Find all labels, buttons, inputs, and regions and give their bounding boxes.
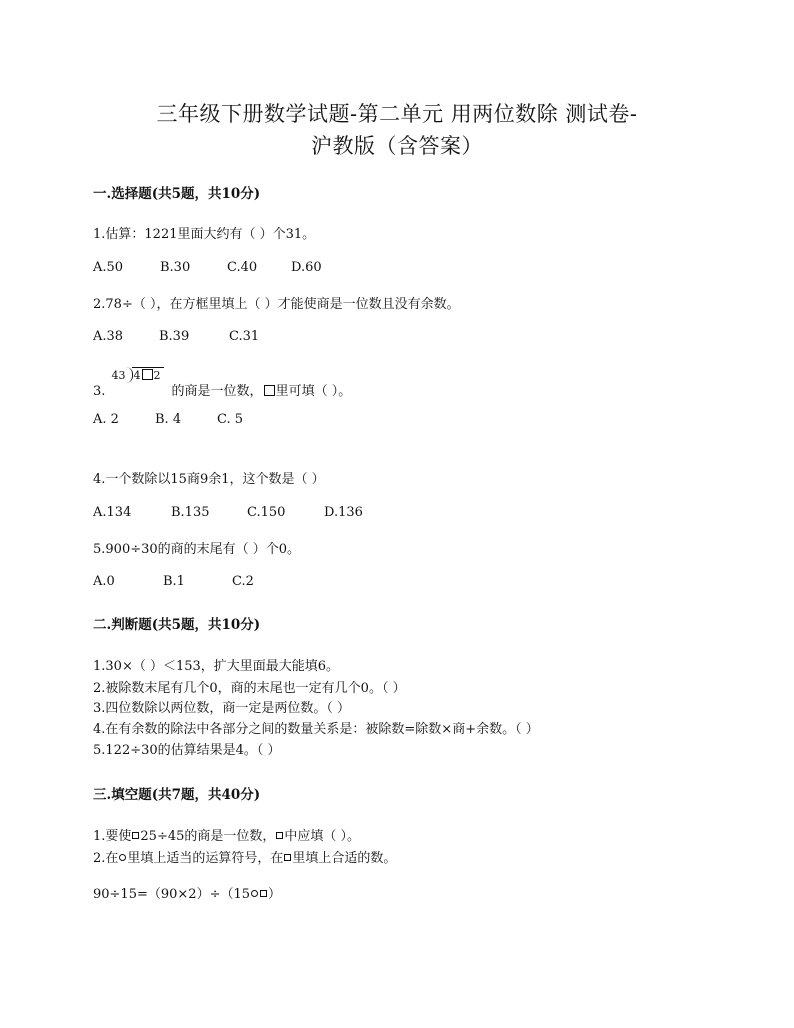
q3-suffix-b: 里可填（ ）。 — [275, 384, 352, 399]
section3-heading: 三.填空题(共7题，共40分) — [93, 787, 261, 803]
option: B.39 — [159, 329, 190, 344]
option: A. 2 — [93, 412, 119, 427]
equation-b: ） — [268, 887, 282, 902]
q5-text: 5.900÷30的商的末尾有（ ）个0。 — [93, 542, 301, 557]
q3-options — [93, 412, 243, 427]
fill-q2-a: 2.在 — [93, 851, 119, 866]
option: B.135 — [171, 505, 210, 520]
fill-q1-a: 1.要使 — [93, 829, 132, 844]
option: A.38 — [93, 329, 124, 344]
judge-item: 2.被除数末尾有几个0，商的末尾也一定有几个0。（ ） — [93, 681, 406, 696]
section1-heading: 一.选择题(共5题，共10分) — [93, 186, 261, 202]
blank-box-icon — [142, 369, 153, 380]
division-bar — [132, 367, 164, 368]
option: C. 5 — [217, 412, 244, 427]
fill-q1-c: 中应填（ ）。 — [284, 829, 361, 844]
equation-a: 90÷15=（90×2）÷（15 — [93, 887, 251, 902]
option: C.2 — [232, 574, 254, 589]
q5-options — [93, 574, 254, 589]
fill-q1 — [93, 825, 360, 844]
q2-text: 2.78÷（ ），在方框里填上（ ）才能使商是一位数且没有余数。 — [93, 297, 460, 312]
judge-item: 3.四位数除以两位数，商一定是两位数。（ ） — [93, 701, 351, 716]
fill-q2-b: 里填上适当的运算符号，在 — [127, 851, 284, 866]
option: D.136 — [324, 505, 363, 520]
option: C.150 — [247, 505, 286, 520]
page-title-line1: 三年级下册数学试题-第二单元 用两位数除 测试卷- — [156, 102, 638, 126]
blank-box-icon — [276, 832, 283, 839]
option: B. 4 — [155, 412, 182, 427]
option: C.31 — [229, 329, 260, 344]
blank-box-icon — [284, 854, 291, 861]
section2-heading: 二.判断题(共5题，共10分) — [93, 617, 261, 633]
dividend: 4 2 — [133, 369, 161, 382]
long-division-figure — [110, 369, 170, 397]
judge-item: 5.122÷30的估算结果是4。（ ） — [93, 743, 281, 758]
q1-text: 1.估算：1221里面大约有（ ）个31。 — [93, 227, 316, 242]
blank-circle-icon — [251, 890, 258, 897]
option: A.50 — [93, 260, 124, 275]
q1-options — [93, 260, 322, 275]
option: A.134 — [93, 505, 132, 520]
page-title-line2: 沪教版（含答案） — [311, 134, 483, 158]
division-bracket — [126, 367, 133, 383]
divisor: 43 — [111, 369, 126, 382]
fill-q2 — [93, 847, 396, 866]
option: C.40 — [227, 260, 258, 275]
option: A.0 — [93, 574, 115, 589]
fill-q1-b: 25÷45的商是一位数， — [140, 829, 276, 844]
q2-options — [93, 329, 259, 344]
blank-box-icon — [132, 832, 139, 839]
blank-box-icon — [260, 890, 267, 897]
judge-item: 4.在有余数的除法中各部分之间的数量关系是：被除数=除数×商+余数。（ ） — [93, 722, 539, 737]
option: D.60 — [291, 260, 322, 275]
blank-circle-icon — [119, 854, 126, 861]
fill-q2-c: 里填上合适的数。 — [292, 851, 397, 866]
option: B.30 — [160, 260, 191, 275]
q4-text: 4.一个数除以15商9余1，这个数是（ ） — [93, 472, 325, 487]
q3-suffix: 的商是一位数， — [171, 384, 263, 399]
q3-number: 3. — [93, 384, 106, 399]
option: B.1 — [163, 574, 185, 589]
q4-options — [93, 505, 363, 520]
judge-item: 1.30×（ ）＜153，扩大里面最大能填6。 — [93, 659, 340, 674]
blank-box-icon — [264, 385, 275, 396]
q3-text — [93, 369, 352, 399]
fill-equation — [93, 883, 281, 902]
